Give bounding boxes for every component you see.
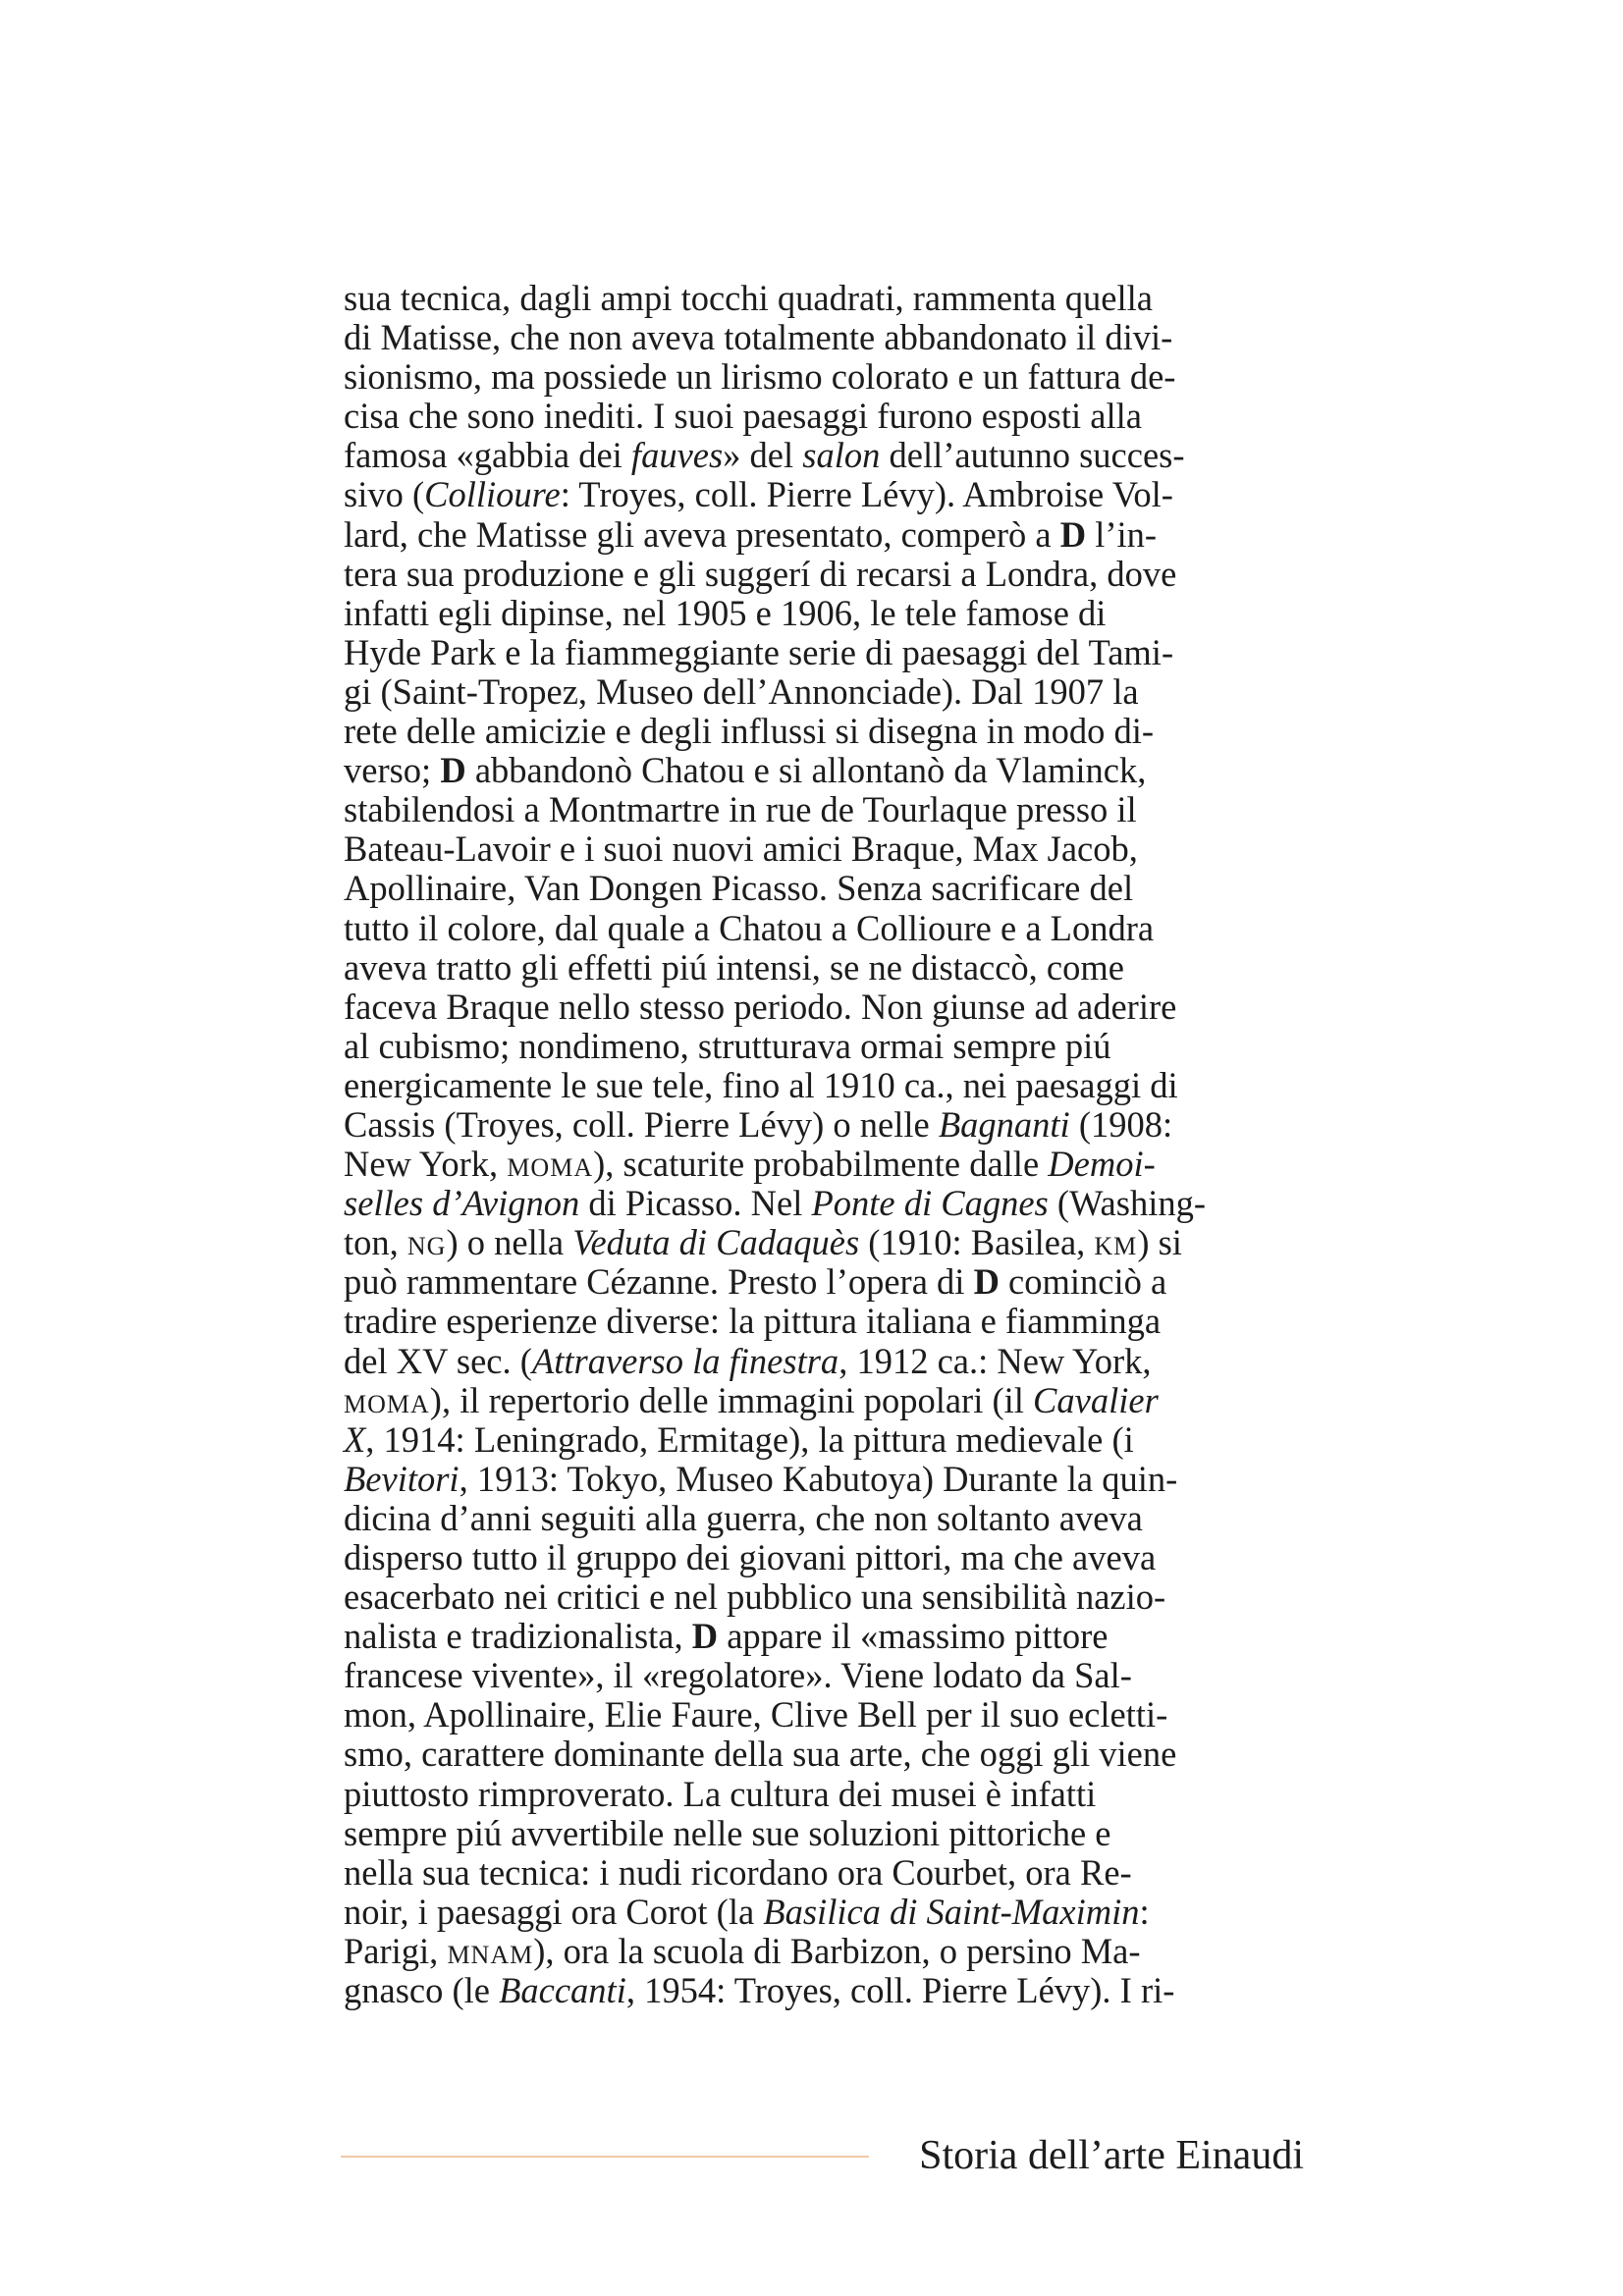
- text-line: [344, 672, 1301, 712]
- text-line: [344, 594, 1301, 633]
- text-segment: ) si: [1137, 1222, 1182, 1263]
- text-line: [344, 1460, 1301, 1499]
- text-segment: dell’autunno succes-: [880, 435, 1185, 476]
- text-line: [344, 948, 1301, 988]
- text-line: [344, 1893, 1301, 1932]
- text-segment: sua tecnica, dagli ampi tocchi quadrati, rammenta quella: [344, 278, 1153, 318]
- italic-text: Demoi-: [1048, 1144, 1156, 1185]
- text-line: [344, 1499, 1301, 1538]
- text-line: [344, 1971, 1301, 2010]
- text-line: [344, 1066, 1301, 1105]
- text-segment: ), il repertorio delle immagini popolari (il: [429, 1379, 1034, 1420]
- text-line: [344, 357, 1301, 397]
- text-segment: stabilendosi a Montmartre in rue de Tourlaque presso il: [344, 789, 1137, 830]
- text-line: [344, 1420, 1301, 1460]
- text-segment: sivo (: [344, 474, 425, 515]
- text-line: [344, 1538, 1301, 1577]
- text-segment: nella sua tecnica: i nudi ricordano ora Courbet, ora Re-: [344, 1851, 1132, 1893]
- text-line: [344, 555, 1301, 594]
- small-caps-text: ng: [406, 1222, 447, 1263]
- text-segment: francese vivente», il «regolatore». Viene lodato da Sal-: [344, 1655, 1132, 1696]
- italic-text: Veduta di Cadaquès: [572, 1222, 860, 1263]
- text-line: [344, 1775, 1301, 1814]
- text-line: [344, 1381, 1301, 1420]
- text-segment: Bateau-Lavoir e i suoi nuovi amici Braque, Max Jacob,: [344, 828, 1138, 870]
- small-caps-text: km: [1094, 1222, 1138, 1263]
- text-line: [344, 1145, 1301, 1184]
- text-segment: famosa «gabbia dei: [344, 435, 631, 476]
- text-line: [344, 1853, 1301, 1893]
- text-line: [344, 1302, 1301, 1341]
- text-line: [344, 279, 1301, 318]
- text-line: [344, 751, 1301, 790]
- text-segment: , 1912 ca.: New York,: [839, 1340, 1152, 1381]
- text-line: [344, 1342, 1301, 1381]
- text-segment: dicina d’anni seguiti alla guerra, che non soltanto aveva: [344, 1497, 1143, 1538]
- text-segment: piuttosto rimproverato. La cultura dei musei è infatti: [344, 1773, 1097, 1814]
- text-segment: , 1913: Tokyo, Museo Kabutoya) Durante la quin-: [459, 1458, 1178, 1499]
- text-line: [344, 712, 1301, 751]
- text-segment: Parigi,: [344, 1930, 448, 1971]
- text-line: [344, 1735, 1301, 1774]
- text-line: [344, 988, 1301, 1027]
- text-segment: faceva Braque nello stesso periodo. Non giunse ad aderire: [344, 986, 1177, 1027]
- text-segment: ), scaturite probabilmente dalle: [593, 1144, 1049, 1185]
- italic-text: selles d’Avignon: [344, 1183, 580, 1224]
- text-segment: al cubismo; nondimeno, strutturava ormai sempre piú: [344, 1025, 1111, 1066]
- text-segment: tutto il colore, dal quale a Chatou a Collioure e a Londra: [344, 907, 1155, 948]
- text-segment: abbandonò Chatou e si allontanò da Vlaminck,: [465, 750, 1147, 791]
- text-segment: cominciò a: [999, 1261, 1167, 1303]
- text-segment: lard, che Matisse gli aveva presentato, comperò a: [344, 513, 1060, 555]
- text-line: [344, 1932, 1301, 1971]
- text-segment: (1908:: [1069, 1103, 1173, 1145]
- text-line: [344, 1814, 1301, 1853]
- italic-text: salon: [802, 435, 881, 476]
- text-line: [344, 475, 1301, 514]
- italic-text: fauves: [630, 435, 724, 476]
- text-segment: esacerbato nei critici e nel pubblico una sensibilità nazio-: [344, 1576, 1166, 1618]
- text-line: [344, 515, 1301, 555]
- italic-text: Baccanti: [499, 1970, 626, 2011]
- text-segment: (1910: Basilea,: [859, 1222, 1095, 1263]
- text-line: [344, 1262, 1301, 1302]
- footer-title: Storia dell’arte Einaudi: [919, 2133, 1304, 2178]
- italic-text: Basilica di Saint-Maximin: [763, 1891, 1140, 1932]
- text-segment: infatti egli dipinse, nel 1905 e 1906, le tele famose di: [344, 592, 1107, 633]
- text-segment: verso;: [344, 750, 441, 791]
- text-segment: di Picasso. Nel: [579, 1183, 812, 1224]
- text-line: [344, 1695, 1301, 1735]
- text-line: [344, 1656, 1301, 1695]
- text-line: [344, 436, 1301, 475]
- small-caps-text: moma: [344, 1379, 430, 1420]
- text-line: [344, 829, 1301, 869]
- bold-text: D: [1059, 513, 1087, 555]
- text-segment: mon, Apollinaire, Elie Faure, Clive Bell per il suo ecletti-: [344, 1694, 1168, 1735]
- text-segment: Cassis (Troyes, coll. Pierre Lévy) o nelle: [344, 1103, 939, 1145]
- text-segment: : Troyes, coll. Pierre Lévy). Ambroise Vol-: [560, 474, 1173, 515]
- text-segment: tradire esperienze diverse: la pittura italiana e fiamminga: [344, 1301, 1162, 1342]
- text-segment: l’in-: [1086, 513, 1158, 555]
- text-segment: del XV sec. (: [344, 1340, 532, 1381]
- text-segment: , 1914: Leningrado, Ermitage), la pittura medievale (i: [365, 1418, 1134, 1460]
- bold-text: D: [691, 1616, 719, 1657]
- text-segment: di Matisse, che non aveva totalmente abbandonato il divi-: [344, 317, 1173, 358]
- small-caps-text: moma: [507, 1144, 594, 1185]
- text-segment: ton,: [344, 1222, 407, 1263]
- text-segment: noir, i paesaggi ora Corot (la: [344, 1891, 764, 1932]
- text-segment: :: [1139, 1891, 1150, 1932]
- text-segment: aveva tratto gli effetti piú intensi, se ne distaccò, come: [344, 946, 1124, 988]
- text-line: [344, 1577, 1301, 1617]
- bold-text: D: [973, 1261, 1000, 1303]
- text-segment: tera sua produzione e gli suggerí di recarsi a Londra, dove: [344, 553, 1177, 594]
- text-segment: New York,: [344, 1144, 508, 1185]
- body-text: [344, 279, 1301, 2010]
- text-line: [344, 869, 1301, 908]
- text-segment: Apollinaire, Van Dongen Picasso. Senza sacrificare del: [344, 868, 1134, 909]
- italic-text: X: [344, 1418, 366, 1460]
- text-segment: gnasco (le: [344, 1970, 500, 2011]
- text-segment: disperso tutto il gruppo dei giovani pittori, ma che aveva: [344, 1537, 1157, 1577]
- text-segment: cisa che sono inediti. I suoi paesaggi furono esposti alla: [344, 396, 1142, 437]
- italic-text: Bagnanti: [938, 1103, 1070, 1145]
- text-segment: appare il «massimo pittore: [718, 1616, 1109, 1657]
- text-line: [344, 790, 1301, 829]
- text-segment: gi (Saint-Tropez, Museo dell’Annonciade). Dal 1907 la: [344, 670, 1139, 712]
- text-segment: ) o nella: [446, 1222, 573, 1263]
- text-line: [344, 397, 1301, 436]
- text-line: [344, 1105, 1301, 1145]
- text-segment: sionismo, ma possiede un lirismo colorato e un fattura de-: [344, 356, 1176, 398]
- text-segment: Hyde Park e la fiammeggiante serie di paesaggi del Tami-: [344, 631, 1174, 672]
- text-line: [344, 1223, 1301, 1262]
- footer-rule: [341, 2156, 869, 2158]
- text-segment: sempre piú avvertibile nelle sue soluzioni pittoriche e: [344, 1812, 1111, 1853]
- text-line: [344, 1617, 1301, 1656]
- text-segment: energicamente le sue tele, fino al 1910 ca., nei paesaggi di: [344, 1064, 1178, 1105]
- text-line: [344, 1184, 1301, 1223]
- text-line: [344, 633, 1301, 672]
- italic-text: Bevitori: [344, 1458, 460, 1499]
- small-caps-text: mnam: [447, 1930, 534, 1971]
- text-segment: rete delle amicizie e degli influssi si disegna in modo di-: [344, 711, 1155, 752]
- text-line: [344, 909, 1301, 948]
- italic-text: Ponte di Cagnes: [811, 1183, 1049, 1224]
- text-segment: nalista e tradizionalista,: [344, 1616, 692, 1657]
- text-segment: smo, carattere dominante della sua arte, che oggi gli viene: [344, 1734, 1177, 1775]
- text-line: [344, 318, 1301, 357]
- italic-text: Cavalier: [1033, 1379, 1159, 1420]
- text-segment: » del: [723, 435, 803, 476]
- text-segment: ), ora la scuola di Barbizon, o persino Ma-: [533, 1930, 1141, 1971]
- text-segment: può rammentare Cézanne. Presto l’opera di: [344, 1261, 974, 1303]
- italic-text: Collioure: [424, 474, 561, 515]
- text-segment: , 1954: Troyes, coll. Pierre Lévy). I ri-: [625, 1970, 1175, 2011]
- text-line: [344, 1027, 1301, 1066]
- text-segment: (Washing-: [1048, 1183, 1207, 1224]
- italic-text: Attraverso la finestra: [531, 1340, 839, 1381]
- bold-text: D: [440, 750, 466, 791]
